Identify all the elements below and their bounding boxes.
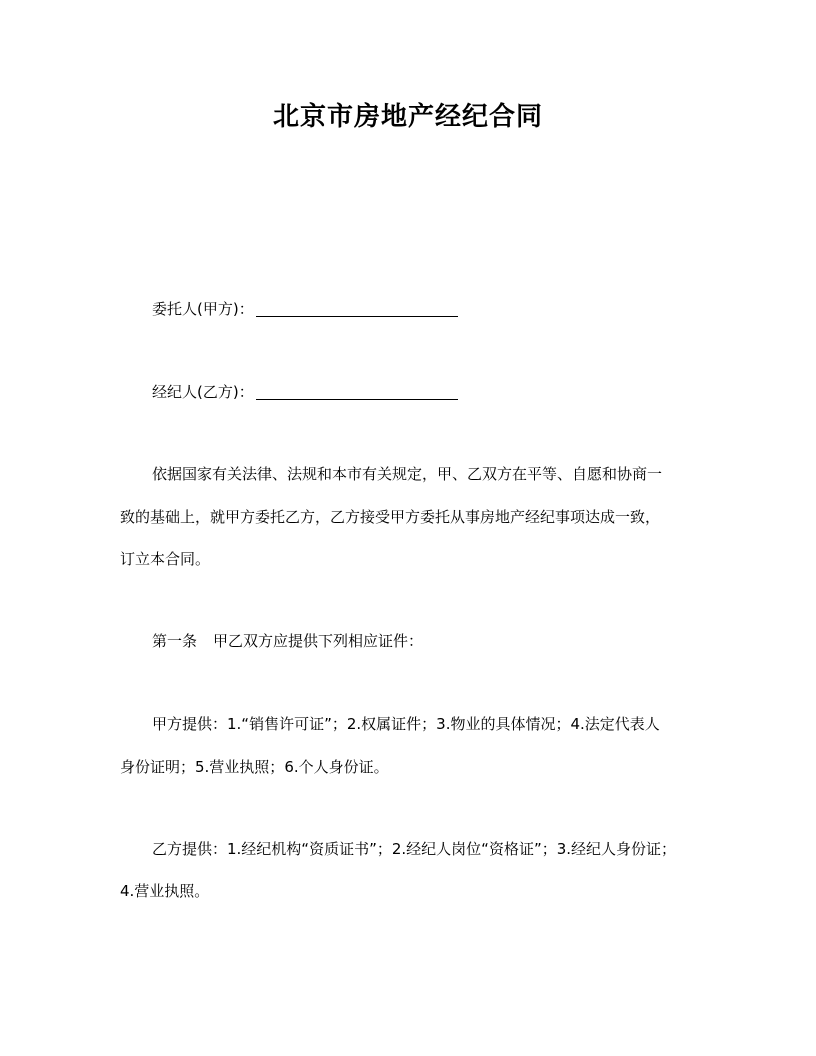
party-a-blank: [256, 300, 458, 317]
article-1-title: 甲乙双方应提供下列相应证件：: [213, 632, 424, 650]
preamble-line-2: 致的基础上，就甲方委托乙方，乙方接受甲方委托从事房地产经纪事项达成一致，: [120, 508, 661, 526]
party-b-blank: [256, 383, 458, 400]
party-a-docs-line-2: 身份证明；5.营业执照；6.个人身份证。: [120, 758, 389, 776]
party-a-label: 委托人(甲方)：: [152, 300, 254, 318]
party-a-field: [152, 299, 732, 319]
party-a-docs-line-1: 甲方提供：1.“销售许可证”；2.权属证件；3.物业的具体情况；4.法定代表人: [152, 715, 660, 733]
preamble-line-1: 依据国家有关法律、法规和本市有关规定，甲、乙双方在平等、自愿和协商一: [152, 465, 663, 483]
article-1-number: 第一条: [152, 632, 198, 650]
party-b-docs-line-2: 4.营业执照。: [120, 882, 210, 900]
preamble-line-3: 订立本合同。: [120, 550, 211, 568]
party-b-label: 经纪人(乙方)：: [152, 383, 254, 401]
party-b-field: [152, 382, 732, 402]
document-title: 北京市房地产经纪合同: [272, 102, 543, 132]
party-b-docs-line-1: 乙方提供：1.经纪机构“资质证书”；2.经纪人岗位“资格证”；3.经纪人身份证；: [152, 840, 677, 858]
article-1-heading: [152, 631, 732, 651]
